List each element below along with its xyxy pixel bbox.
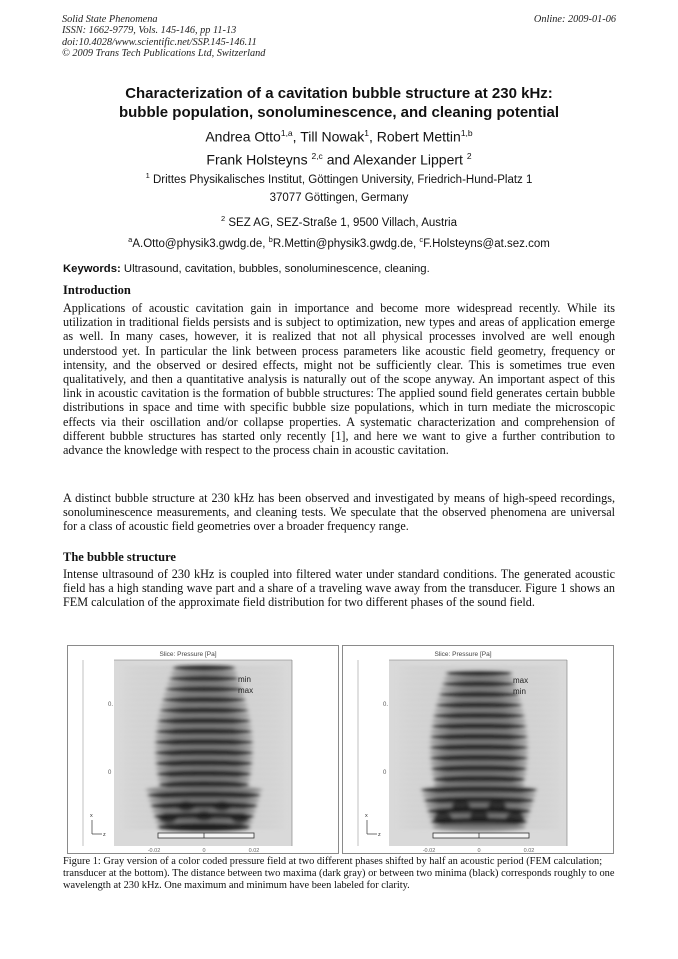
affiliation-sup: 1 xyxy=(145,171,150,180)
near-field-lobe xyxy=(159,813,177,823)
near-field-lobe xyxy=(452,801,470,811)
email-link[interactable]: F.Holsteyns@at.sez.com xyxy=(423,237,550,250)
plot-title: Slice: Pressure [Pa] xyxy=(434,651,492,658)
axis-label-x: x xyxy=(365,813,368,819)
pressure-field-plot-right xyxy=(343,646,613,853)
author-sup: 1,a xyxy=(280,128,293,138)
pressure-max-band xyxy=(432,823,526,831)
pressure-min-band xyxy=(442,681,517,687)
near-field-lobe xyxy=(506,813,524,823)
near-field-lobe xyxy=(434,813,452,823)
emails xyxy=(40,233,638,251)
author-name: Alexander Lippert xyxy=(353,151,463,168)
author-name: Andrea Otto xyxy=(205,128,281,145)
plot-margin xyxy=(358,660,389,846)
x-tick: 0 xyxy=(477,848,481,853)
email-link[interactable]: R.Mettin@physik3.gwdg.de, xyxy=(272,237,420,250)
online-date: Online: 2009-01-06 xyxy=(533,14,616,25)
figure-panel-right xyxy=(342,645,614,854)
pressure-max-band xyxy=(163,692,245,698)
affiliation-text: SEZ AG, SEZ-Straße 1, 9500 Villach, Austria xyxy=(225,216,457,229)
author-name: Till Nowak xyxy=(300,128,365,145)
section-heading-bubble-structure: The bubble structure xyxy=(63,550,176,564)
axis-label-z: z xyxy=(103,832,106,838)
pressure-max-band xyxy=(170,671,238,676)
affiliation-sup: 2 xyxy=(221,214,226,223)
pressure-min-band xyxy=(162,697,247,703)
pressure-min-band xyxy=(435,702,523,708)
near-field-lobe xyxy=(213,801,231,811)
author-sup: 1 xyxy=(364,128,369,138)
intro-paragraph-2: A distinct bubble structure at 230 kHz has been observed and investigated by means of high-speed recordings, sonoluminescence measurements, and cleaning tests. We speculate that the observed phenomena are universal for a class of acoustic field geometries over a broader frequency range. xyxy=(63,491,615,534)
plot-margin xyxy=(83,660,114,846)
x-tick: 0 xyxy=(202,848,206,853)
y-tick: 0 xyxy=(383,770,387,776)
y-tick: 0 xyxy=(108,770,112,776)
near-field-lobe xyxy=(195,811,213,821)
authors-line-1 xyxy=(40,124,638,147)
near-field-lobe xyxy=(177,801,195,811)
pressure-max-band xyxy=(434,707,524,713)
title-line-1: Characterization of a cavitation bubble structure at 230 kHz: xyxy=(125,85,553,102)
author-list xyxy=(40,124,638,169)
pressure-max-band xyxy=(443,676,514,681)
email-sup: c xyxy=(419,235,424,244)
section-heading-introduction: Introduction xyxy=(63,283,131,297)
x-tick: 0.02 xyxy=(523,848,535,853)
keywords-text: Ultrasound, cavitation, bubbles, sonoluminescence, cleaning. xyxy=(120,263,430,275)
keywords xyxy=(63,263,430,275)
issn-line: ISSN: 1662-9779, Vols. 145-146, pp 11-13 xyxy=(62,25,237,37)
axis-label-x: x xyxy=(90,813,93,819)
copyright-line: © 2009 Trans Tech Publications Ltd, Switzerland xyxy=(62,48,266,60)
pressure-min-band xyxy=(157,823,251,831)
author-sup: 1,b xyxy=(460,128,473,138)
pressure-max-band xyxy=(437,697,522,703)
near-field-lobe xyxy=(231,813,249,823)
author-name: Frank Holsteyns xyxy=(206,151,308,168)
label-max: max xyxy=(513,676,529,685)
affiliation-1-address: 37077 Göttingen, Germany xyxy=(269,192,409,204)
affiliation-2 xyxy=(40,212,638,230)
pressure-min-band xyxy=(165,686,243,692)
x-tick: -0.02 xyxy=(147,848,161,853)
pressure-min-band xyxy=(172,665,236,670)
pressure-min-band xyxy=(438,692,520,698)
transducer xyxy=(433,833,529,838)
doi-line: doi:10.4028/www.scientific.net/SSP.145-146.11 xyxy=(62,36,257,48)
author-name: Robert Mettin xyxy=(376,128,461,145)
pressure-min-band xyxy=(168,676,239,681)
journal-name: Solid State Phenomena xyxy=(62,14,158,25)
y-tick: 0. xyxy=(108,702,114,708)
pressure-max-band xyxy=(440,686,518,692)
title-line-2: bubble population, sonoluminescence, and cleaning potential xyxy=(118,104,560,121)
figure-caption: Figure 1: Gray version of a color coded pressure field at two different phases shifted by half an acoustic period (FEM calculation; transducer at the bottom). The distance between two maxima (dark gray) or between two minima (black) corresponds roughly to one wavelength at 230 kHz. One maximum and minimum have been labeled for clarity. xyxy=(63,856,615,892)
affiliation-text: Drittes Physikalisches Institut, Göttingen University, Friedrich-Hund-Platz 1 xyxy=(149,173,533,186)
authors-line-2 xyxy=(40,147,638,170)
pressure-max-band xyxy=(158,713,251,719)
pressure-bands xyxy=(122,665,286,831)
x-tick: 0.02 xyxy=(248,848,260,853)
author-sup: 2,c xyxy=(311,150,323,161)
label-min: min xyxy=(513,687,526,696)
fringe-band xyxy=(397,666,561,669)
pressure-max-band xyxy=(160,702,248,708)
bubble-paragraph-1: Intense ultrasound of 230 kHz is coupled into filtered water under standard conditions. The generated acoustic field has a high standing wave part and a share of a traveling wave away from the transducer. Figure 1 shows an FEM calculation of the approximate field distribution for two different phases of the sound field. xyxy=(63,567,615,610)
near-field-lobe xyxy=(470,811,488,821)
label-min: min xyxy=(238,675,251,684)
x-tick: -0.02 xyxy=(422,848,436,853)
transducer xyxy=(158,833,254,838)
journal-header xyxy=(62,14,265,60)
affiliation-1 xyxy=(40,169,638,187)
figure-panel-left xyxy=(67,645,339,854)
paper-title xyxy=(40,84,638,122)
keywords-label: Keywords: xyxy=(63,263,121,275)
pressure-min-band xyxy=(445,671,513,676)
pressure-field-plot-left xyxy=(68,646,338,853)
pressure-min-band xyxy=(159,707,249,713)
y-tick: 0. xyxy=(383,702,389,708)
author-sep: , xyxy=(368,128,377,145)
email-sup: a xyxy=(128,235,133,244)
author-conjunction: and xyxy=(322,151,354,168)
plot-title: Slice: Pressure [Pa] xyxy=(159,651,217,658)
intro-paragraph-1: Applications of acoustic cavitation gain in importance and become more widespread recently. While its utilization in traditional fields persists and is subject to optimization, new types and areas of application emerge as well. In many cases, however, it is realized that not all physical processes involved are well enough understood yet. In particular the link between process parameters like acoustic field geometry, frequency or intensity, and the observed or desired effects, might not be sufficiently clear. This is sometimes true even qualitatively, and then a quantitative analysis is naturally out of the scope anyway. An important aspect of this link in acoustic cavitation is the formation of bubble structures: The applied sound field generates certain bubble distributions in space and time with specific bubble size populations, which in turn mediate the microscopic effects via their oscillation and/or collapse properties. A systematic characterization and comprehension of different bubble structures has started only recently [1], and here we want to give a further contribution to advance the knowledge with respect to the process chain in acoustic cavitation. xyxy=(63,301,615,458)
axis-label-z: z xyxy=(378,832,381,838)
pressure-max-band xyxy=(167,681,242,687)
email-sup: b xyxy=(268,235,273,244)
email-link[interactable]: A.Otto@physik3.gwdg.de, xyxy=(132,237,269,250)
label-max: max xyxy=(238,686,254,695)
near-field-lobe xyxy=(488,801,506,811)
author-sup: 2 xyxy=(466,150,472,161)
author-sep: , xyxy=(292,128,301,145)
pressure-min-band xyxy=(433,713,526,719)
